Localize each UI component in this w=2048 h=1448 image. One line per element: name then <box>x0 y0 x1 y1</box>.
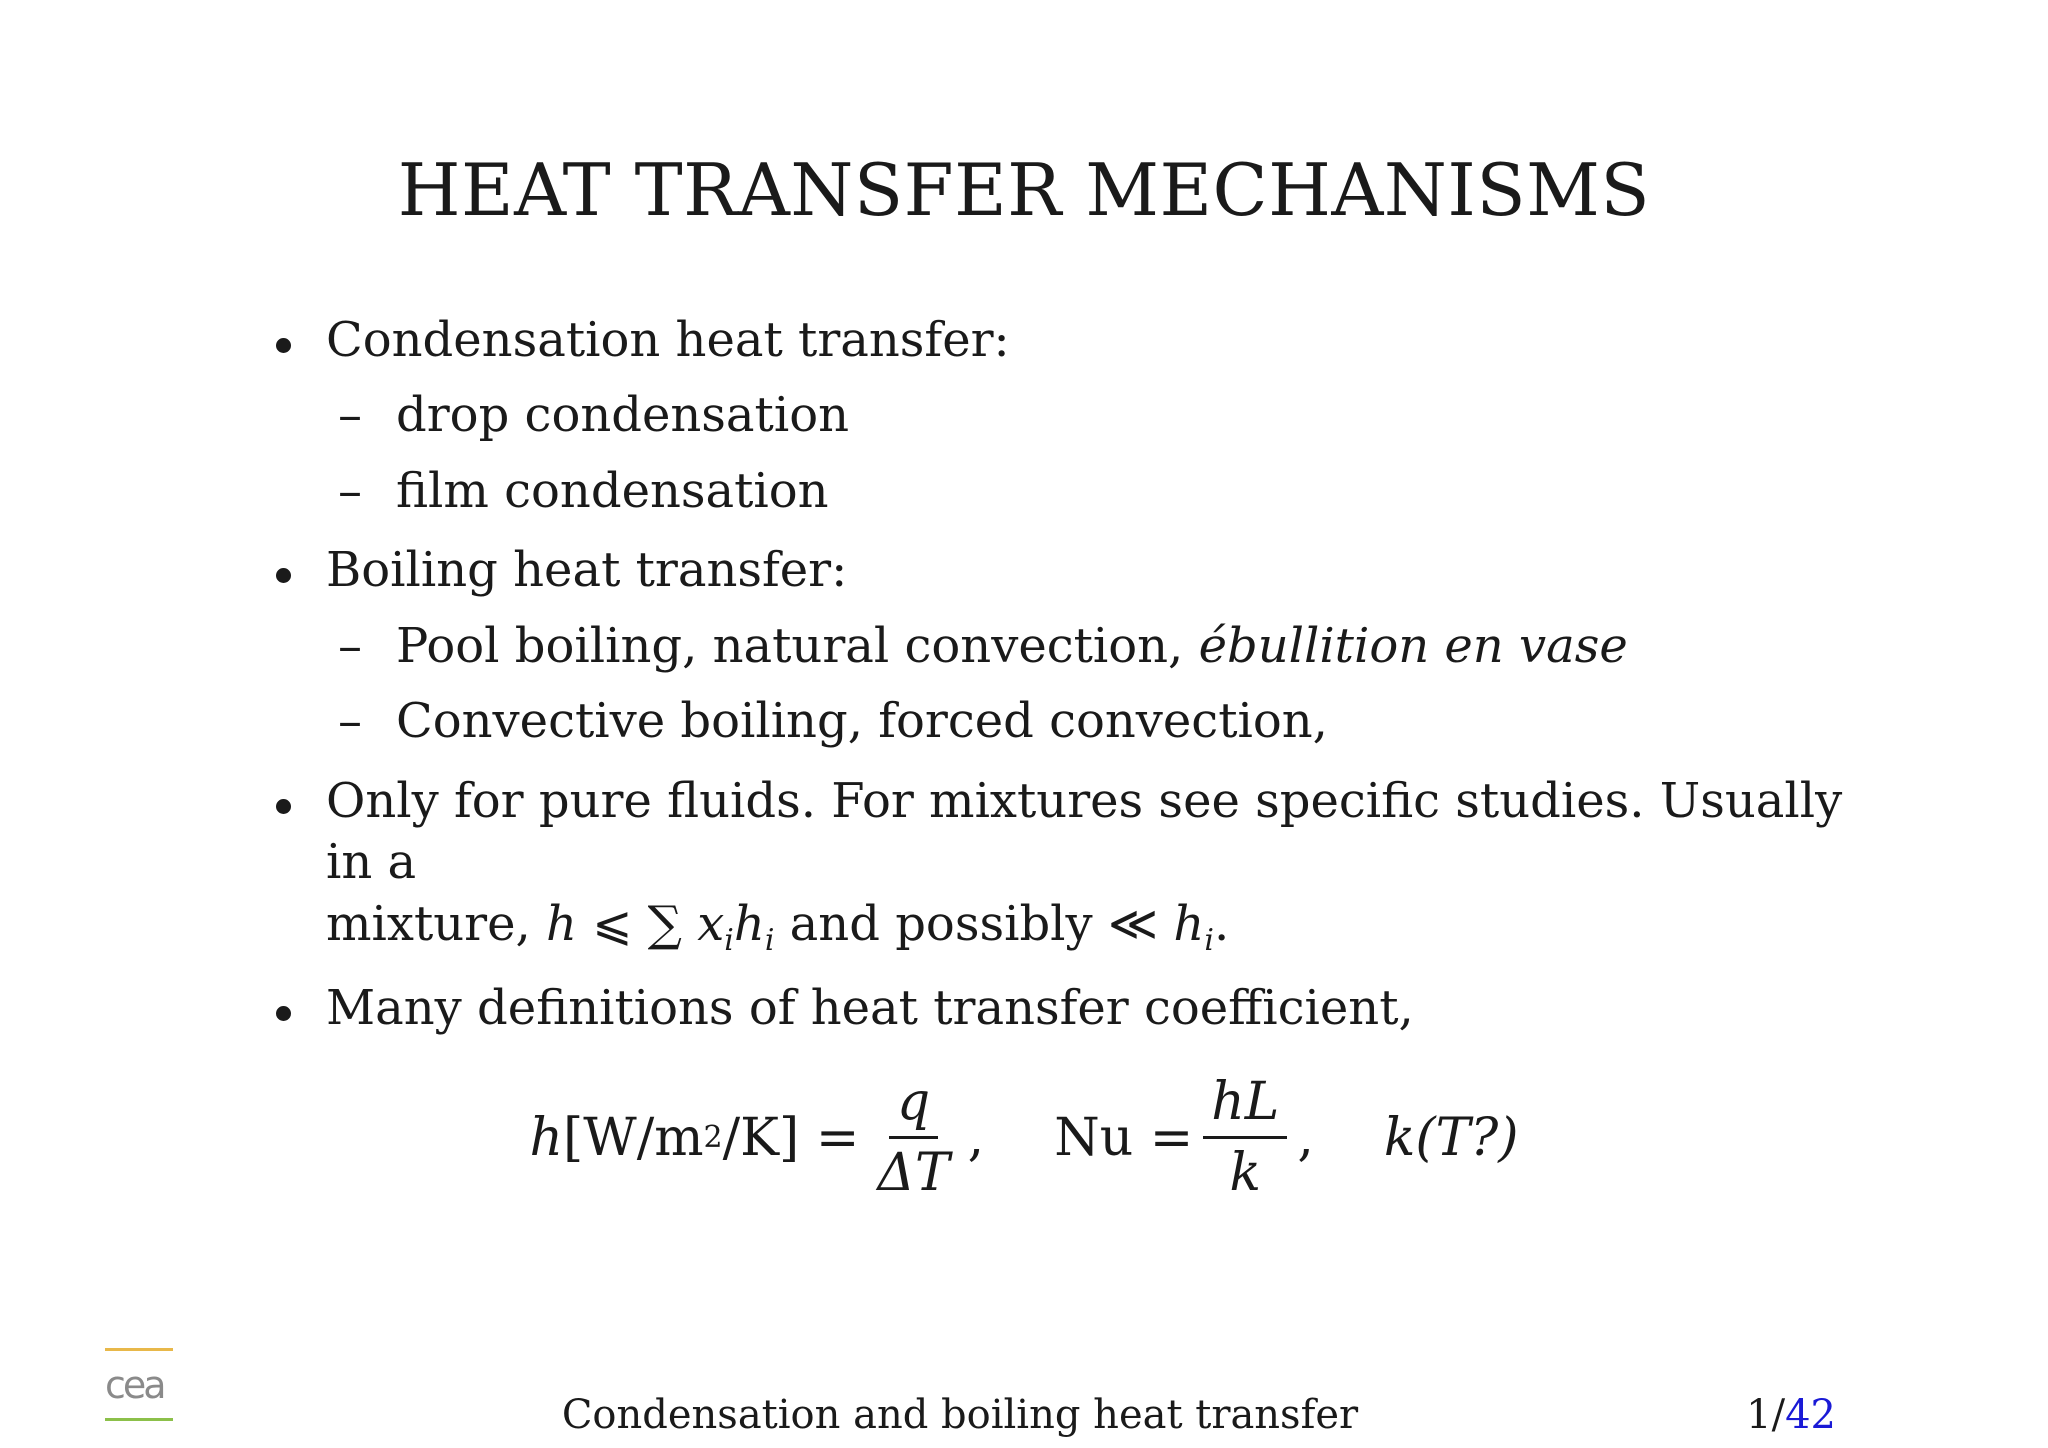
page-number <box>1746 1392 1836 1438</box>
sub-item-french: ébullition en vase <box>1198 617 1628 674</box>
bullet-boiling <box>270 540 1850 752</box>
formula-k-of-T: k(T?) <box>1383 1107 1519 1168</box>
formula-comma: , <box>967 1107 985 1168</box>
slide-title: HEAT TRANSFER MECHANISMS <box>397 148 1651 232</box>
formula-lhs-end: /K] = <box>722 1107 860 1168</box>
page-current: 1/ <box>1746 1392 1786 1438</box>
formula-nu: Nu = <box>1054 1107 1194 1168</box>
dash-icon: – <box>338 462 362 519</box>
bullet-dot-icon <box>276 799 291 814</box>
bullet-line2-mid: and possibly <box>774 895 1108 952</box>
bullet-line2-end: . <box>1213 895 1230 952</box>
formula-comma: , <box>1297 1107 1314 1168</box>
footer-title: Condensation and boiling heat transfer <box>561 1392 1359 1438</box>
heat-transfer-formula <box>0 1072 2048 1203</box>
sub-item <box>326 461 1850 522</box>
bullet-dot-icon <box>276 568 291 583</box>
fraction-denominator: k <box>1229 1143 1262 1203</box>
formula-lhs-units: [W/m <box>562 1107 704 1168</box>
page-total-link[interactable]: 42 <box>1785 1392 1836 1438</box>
fraction-hL-over-k <box>1203 1072 1287 1203</box>
bullet-line1: Only for pure fluids. For mixtures see specific studies. Usually in a <box>326 772 1843 891</box>
bullet-definitions <box>270 978 1850 1039</box>
sub-item-text: film condensation <box>396 462 829 519</box>
sub-item-text: drop condensation <box>396 387 849 444</box>
bullet-condensation <box>270 310 1850 522</box>
sub-list <box>326 616 1850 753</box>
sub-list <box>326 385 1850 522</box>
bullet-pure-fluids <box>270 771 1850 960</box>
fraction-numerator: q <box>889 1072 938 1139</box>
bullet-line2-start: mixture, <box>326 895 547 952</box>
bullet-list <box>270 310 1850 1057</box>
bullet-label: Condensation heat transfer: <box>326 312 1010 368</box>
fraction-numerator: hL <box>1203 1072 1287 1139</box>
fraction-denominator: ΔT <box>877 1143 950 1203</box>
math-inequality: h ⩽ ∑ $x_ih_i$ <box>546 895 775 958</box>
bullet-label: Many definitions of heat transfer coefficient, <box>326 979 1414 1036</box>
svg-text:cea: cea <box>105 1363 164 1407</box>
bullet-dot-icon <box>276 338 291 353</box>
bullet-label: Boiling heat transfer: <box>326 542 848 599</box>
fraction-q-over-dT <box>869 1072 957 1203</box>
sub-item <box>326 691 1850 752</box>
math-much-less: ≪ $h_i$ <box>1107 895 1214 958</box>
sub-item-text: Convective boiling, forced convection, <box>396 693 1328 750</box>
formula-lhs-exponent: 2 <box>703 1120 723 1155</box>
sub-item-text: Pool boiling, natural convection, <box>396 617 1199 674</box>
dash-icon: – <box>338 387 362 444</box>
dash-icon: – <box>338 693 362 750</box>
formula-h: h <box>529 1107 563 1168</box>
dash-icon: – <box>338 617 362 674</box>
bullet-dot-icon <box>276 1006 291 1021</box>
sub-item <box>326 385 1850 446</box>
sub-item <box>326 616 1850 677</box>
